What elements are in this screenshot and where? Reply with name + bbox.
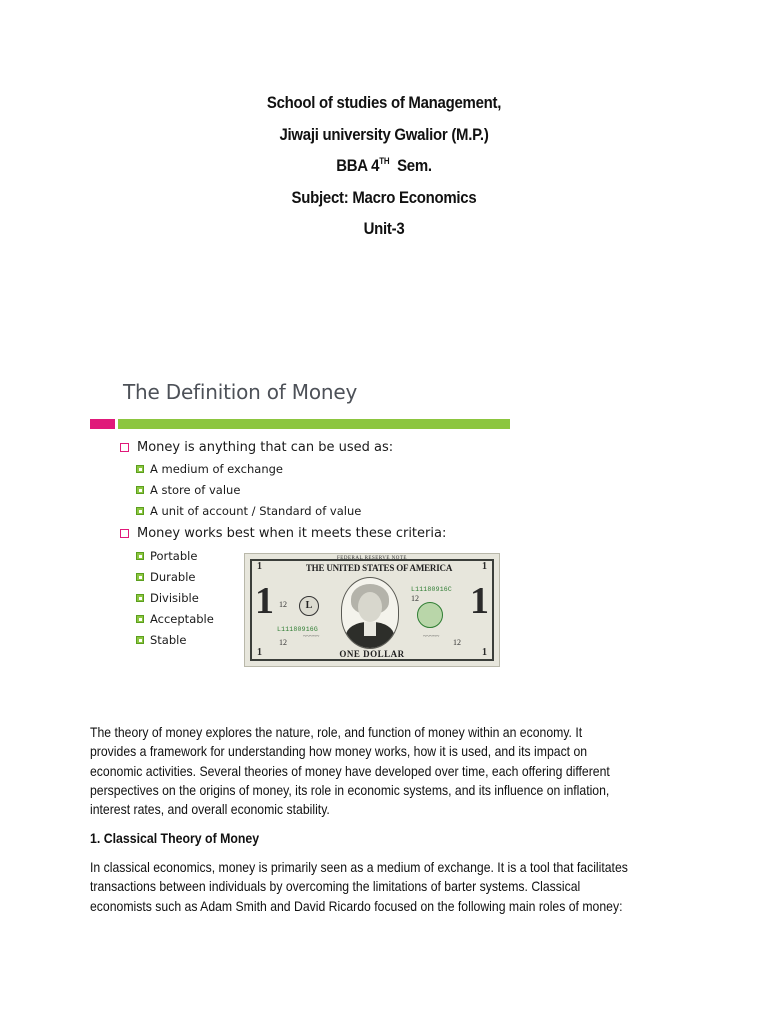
square-bullet-icon — [136, 465, 144, 473]
bullet-label: Durable — [150, 570, 196, 584]
bullet-label: Money works best when it meets these criteria: — [137, 526, 447, 541]
treasurer-signature-icon: ~~~~~ — [303, 634, 320, 640]
ordinal-suffix: TH — [379, 156, 390, 166]
definition-of-money-slide — [90, 360, 510, 680]
one-dollar-bill-image — [244, 553, 500, 667]
section-paragraph: In classical economics, money is primarily seen as a medium of exchange. It is a tool that facilitates transactions between individuals by overcoming the limitations of barter systems. Classical economists such as Adam Smith and David Ricardo focused on the following main roles of money: — [90, 860, 628, 914]
bullet-label: Divisible — [150, 591, 199, 605]
document-header — [46, 90, 722, 248]
bill-denomination-corner: 1 — [257, 561, 262, 572]
secretary-signature-icon: ~~~~~ — [423, 634, 440, 640]
bullet-label: A unit of account / Standard of value — [150, 504, 362, 518]
slide-bullet-secondary — [136, 633, 186, 647]
bill-denomination-large: 1 — [255, 580, 274, 622]
square-bullet-icon — [136, 507, 144, 515]
square-bullet-icon — [136, 486, 144, 494]
slide-bullet-secondary — [136, 612, 214, 626]
slide-accent-bar-pink — [90, 419, 115, 429]
bullet-label: Money is anything that can be used as: — [137, 440, 394, 455]
slide-bullet-secondary — [136, 591, 199, 605]
slide-bullet-secondary — [136, 570, 196, 584]
bill-denomination-corner: 1 — [257, 647, 262, 658]
washington-portrait-icon — [341, 577, 399, 649]
square-bullet-icon — [136, 594, 144, 602]
bill-title: THE UNITED STATES OF AMERICA — [305, 563, 453, 573]
bill-district-number: 12 — [279, 638, 287, 647]
slide-bullet-primary — [120, 440, 393, 455]
slide-bullet-secondary — [136, 549, 197, 563]
slide-bullet-secondary — [136, 504, 361, 518]
subject-title: Subject: Macro Economics — [291, 187, 477, 207]
square-bullet-icon — [136, 636, 144, 644]
bullet-label: Stable — [150, 633, 187, 647]
slide-bullet-primary — [120, 526, 446, 541]
bill-district-number: 12 — [279, 600, 287, 609]
unit-number: Unit-3 — [363, 219, 405, 238]
slide-accent-bar-green — [118, 419, 510, 429]
slide-bullet-secondary — [136, 483, 240, 497]
square-bullet-icon — [136, 552, 144, 560]
square-bullet-icon — [136, 573, 144, 581]
square-bullet-icon — [136, 615, 144, 623]
section-heading: 1. Classical Theory of Money — [90, 830, 260, 846]
bill-denomination-corner: 1 — [482, 647, 487, 658]
slide-bullet-secondary — [136, 462, 283, 476]
federal-reserve-seal-icon: L — [299, 596, 319, 616]
slide-title: The Definition of Money — [123, 380, 358, 404]
square-bullet-icon — [120, 529, 129, 538]
semester-label: Sem. — [397, 156, 432, 175]
bill-district-number: 12 — [411, 594, 419, 603]
school-name: School of studies of Management, — [266, 93, 502, 112]
bill-federal-reserve-note: FEDERAL RESERVE NOTE — [337, 556, 407, 561]
course-semester — [46, 153, 722, 185]
bullet-label: A store of value — [150, 483, 241, 497]
university-name: Jiwaji university Gwalior (M.P.) — [279, 124, 489, 144]
bullet-label: A medium of exchange — [150, 462, 283, 476]
bill-denomination-corner: 1 — [482, 561, 487, 572]
bill-serial-number: L11180916C — [411, 586, 453, 593]
treasury-seal-icon — [417, 602, 443, 628]
bill-denomination-large: 1 — [470, 580, 489, 622]
bill-denomination-text: ONE DOLLAR — [339, 649, 405, 659]
bill-district-number: 12 — [453, 638, 461, 647]
bill-serial-number: L11180916G — [277, 626, 319, 633]
bullet-label: Acceptable — [150, 612, 214, 626]
bullet-label: Portable — [150, 549, 198, 563]
course-prefix: BBA 4 — [336, 156, 380, 175]
intro-paragraph: The theory of money explores the nature, role, and function of money within an economy. It provides a framework for understanding how money works, how it is used, and its impact on economic activities. Several theories of money have developed over time, each offering different perspectives on the origins of money, its role in economic systems, and its influence on inflation, interest rates, and overall economic stability. — [90, 725, 610, 818]
square-bullet-icon — [120, 443, 129, 452]
